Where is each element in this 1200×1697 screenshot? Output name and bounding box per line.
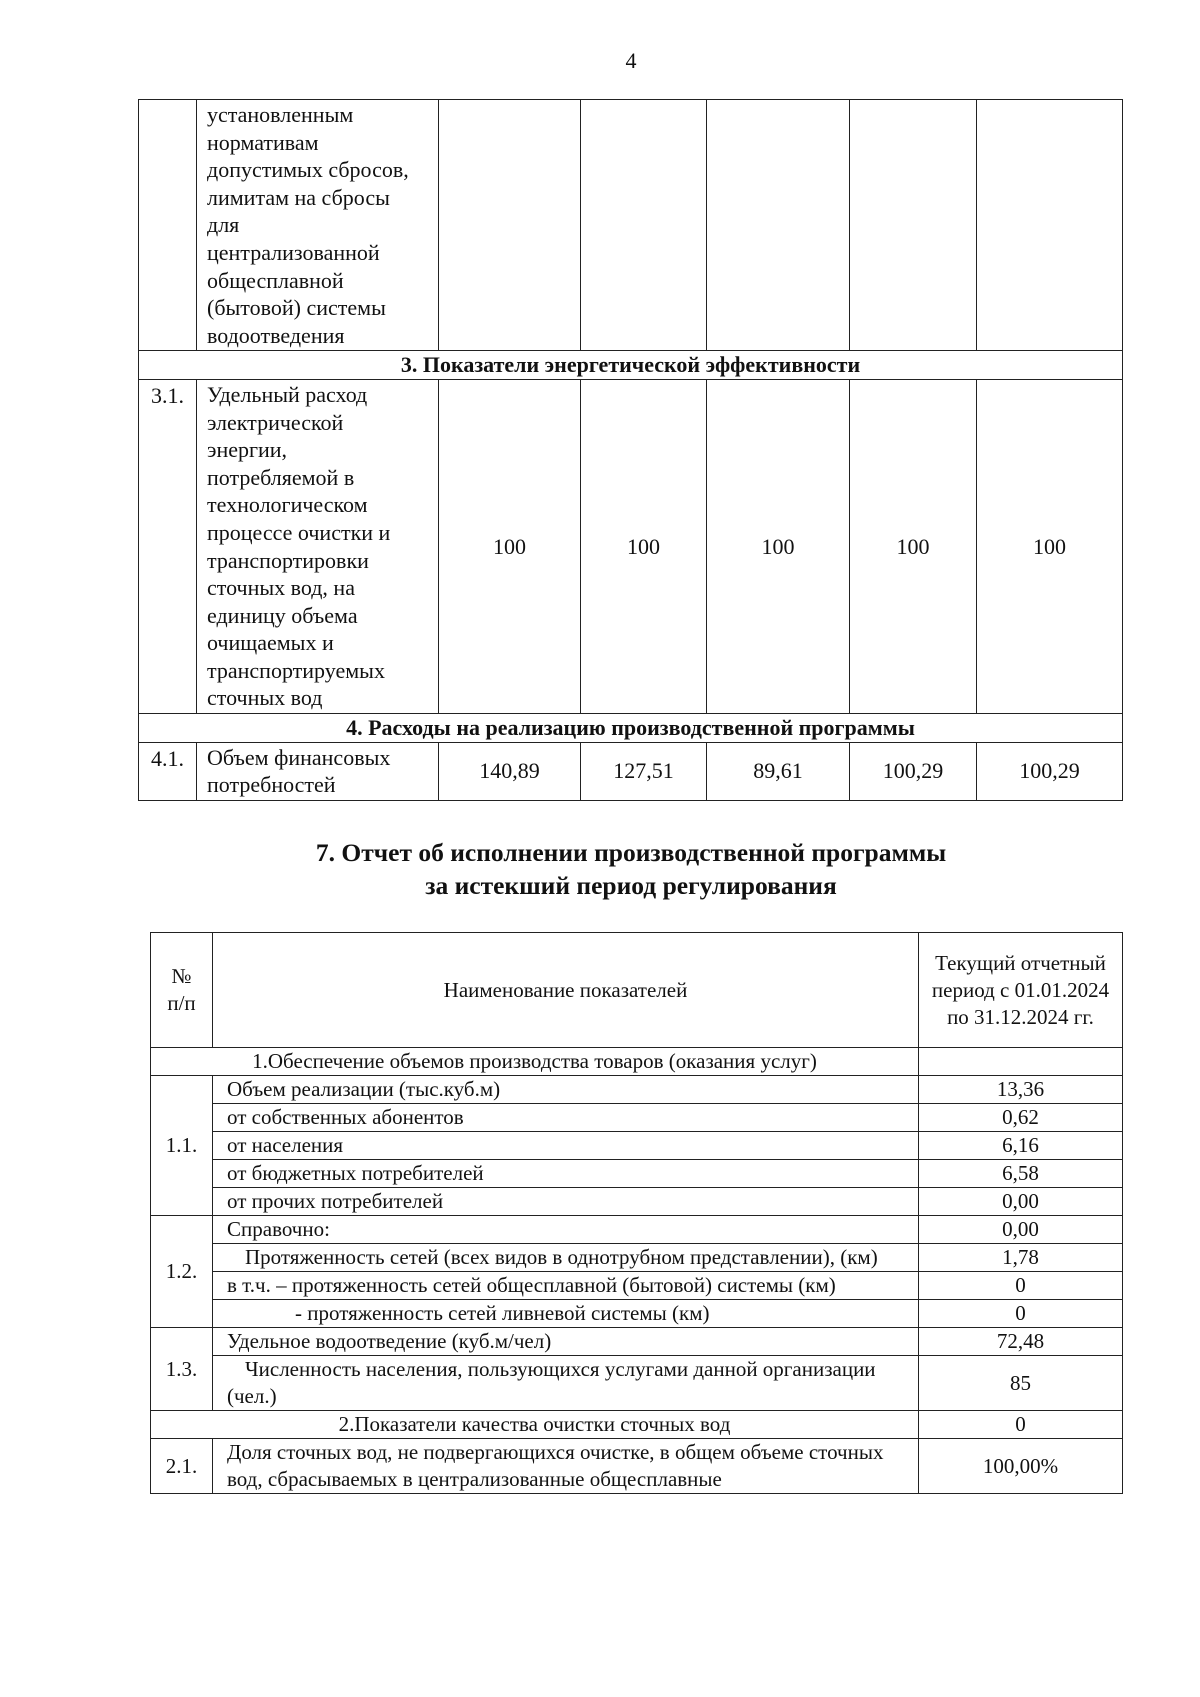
row-number: 3.1. bbox=[139, 379, 197, 713]
indicator-value: 0 bbox=[919, 1300, 1123, 1328]
indicators-table bbox=[138, 99, 1123, 801]
row-number: 1.3. bbox=[151, 1328, 213, 1411]
table-row bbox=[151, 1439, 1123, 1494]
page-number: 4 bbox=[625, 48, 637, 73]
indicator-name: Справочно: bbox=[213, 1216, 919, 1244]
value-cell: 100 bbox=[581, 379, 707, 713]
indicator-value: 0 bbox=[919, 1272, 1123, 1300]
row-number: 2.1. bbox=[151, 1439, 213, 1494]
table-row bbox=[151, 1356, 1123, 1411]
table-row bbox=[139, 379, 1123, 713]
column-header-period: Текущий отчетный период с 01.01.2024 по 31.12.2024 гг. bbox=[919, 933, 1123, 1048]
indicator-value: 100,00% bbox=[919, 1439, 1123, 1494]
indicator-value: 0,00 bbox=[919, 1188, 1123, 1216]
indicator-value: 0,00 bbox=[919, 1216, 1123, 1244]
table-row bbox=[151, 1216, 1123, 1244]
indicator-value: 0,62 bbox=[919, 1104, 1123, 1132]
section-heading-row bbox=[139, 714, 1123, 743]
table-row bbox=[151, 1076, 1123, 1104]
table-row bbox=[151, 1272, 1123, 1300]
table-row bbox=[151, 1104, 1123, 1132]
value-cell: 100,29 bbox=[850, 742, 977, 800]
report-table bbox=[150, 932, 1123, 1494]
indicator-value: 85 bbox=[919, 1356, 1123, 1411]
value-cell: 100 bbox=[850, 379, 977, 713]
section-heading: 4. Расходы на реализацию производственной программы bbox=[139, 714, 1123, 743]
indicator-name: Доля сточных вод, не подвергающихся очистке, в общем объеме сточных вод, сбрасываемых в централизованные общесплавные bbox=[213, 1439, 919, 1494]
value-cell: 100 bbox=[707, 379, 850, 713]
value-cell: 140,89 bbox=[439, 742, 581, 800]
indicator-name: - протяженность сетей ливневой системы (км) bbox=[213, 1300, 919, 1328]
row-number-cell bbox=[139, 100, 197, 351]
header-row bbox=[151, 933, 1123, 1048]
indicator-name: Протяженность сетей (всех видов в однотрубном представлении), (км) bbox=[213, 1244, 919, 1272]
indicator-name: от населения bbox=[213, 1132, 919, 1160]
value-cell: 89,61 bbox=[707, 742, 850, 800]
indicator-value: 13,36 bbox=[919, 1076, 1123, 1104]
indicator-value: 72,48 bbox=[919, 1328, 1123, 1356]
section-heading: 3. Показатели энергетической эффективности bbox=[139, 351, 1123, 380]
value-cell: 100 bbox=[977, 379, 1123, 713]
column-header-number: № п/п bbox=[151, 933, 213, 1048]
indicator-value: 6,58 bbox=[919, 1160, 1123, 1188]
section-heading: 2.Показатели качества очистки сточных вод bbox=[151, 1411, 919, 1439]
indicator-value: 6,16 bbox=[919, 1132, 1123, 1160]
section-title: 7. Отчет об исполнении производственной программы за истекший период регулирования bbox=[315, 838, 947, 900]
table-row bbox=[151, 1188, 1123, 1216]
indicator-name: от собственных абонентов bbox=[213, 1104, 919, 1132]
column-header-name: Наименование показателей bbox=[213, 933, 919, 1048]
value-cell: 127,51 bbox=[581, 742, 707, 800]
indicator-name: от прочих потребителей bbox=[213, 1188, 919, 1216]
table-row bbox=[151, 1244, 1123, 1272]
indicator-name: в т.ч. – протяженность сетей общесплавной (бытовой) системы (км) bbox=[213, 1272, 919, 1300]
section-heading-row bbox=[151, 1411, 1123, 1439]
row-number: 4.1. bbox=[139, 742, 197, 800]
table-row bbox=[139, 742, 1123, 800]
section-heading: 1.Обеспечение объемов производства товаров (оказания услуг) bbox=[151, 1048, 919, 1076]
indicator-name: от бюджетных потребителей bbox=[213, 1160, 919, 1188]
indicator-name-cell: Объем финансовых потребностей bbox=[197, 742, 439, 800]
section-heading-row bbox=[151, 1048, 1123, 1076]
section-heading-row bbox=[139, 351, 1123, 380]
value-cell: 100,29 bbox=[977, 742, 1123, 800]
table-row bbox=[139, 100, 1123, 351]
table-row bbox=[151, 1328, 1123, 1356]
indicator-name: Объем реализации (тыс.куб.м) bbox=[213, 1076, 919, 1104]
table-row bbox=[151, 1160, 1123, 1188]
row-number: 1.2. bbox=[151, 1216, 213, 1328]
indicator-value: 1,78 bbox=[919, 1244, 1123, 1272]
table-row bbox=[151, 1300, 1123, 1328]
table-row bbox=[151, 1132, 1123, 1160]
indicator-name: Численность населения, пользующихся услугами данной организации (чел.) bbox=[213, 1356, 919, 1411]
indicator-name-cell: установленным нормативам допустимых сбросов, лимитам на сбросы для централизованной общесплавной (бытовой) системы водоотведения bbox=[197, 100, 439, 351]
row-number: 1.1. bbox=[151, 1076, 213, 1216]
indicator-value: 0 bbox=[919, 1411, 1123, 1439]
indicator-name: Удельное водоотведение (куб.м/чел) bbox=[213, 1328, 919, 1356]
value-cell: 100 bbox=[439, 379, 581, 713]
indicator-name-cell: Удельный расход электрической энергии, потребляемой в технологическом процессе очистки и транспортировки сточных вод, на единицу объема очищаемых и транспортируемых сточных вод bbox=[197, 379, 439, 713]
